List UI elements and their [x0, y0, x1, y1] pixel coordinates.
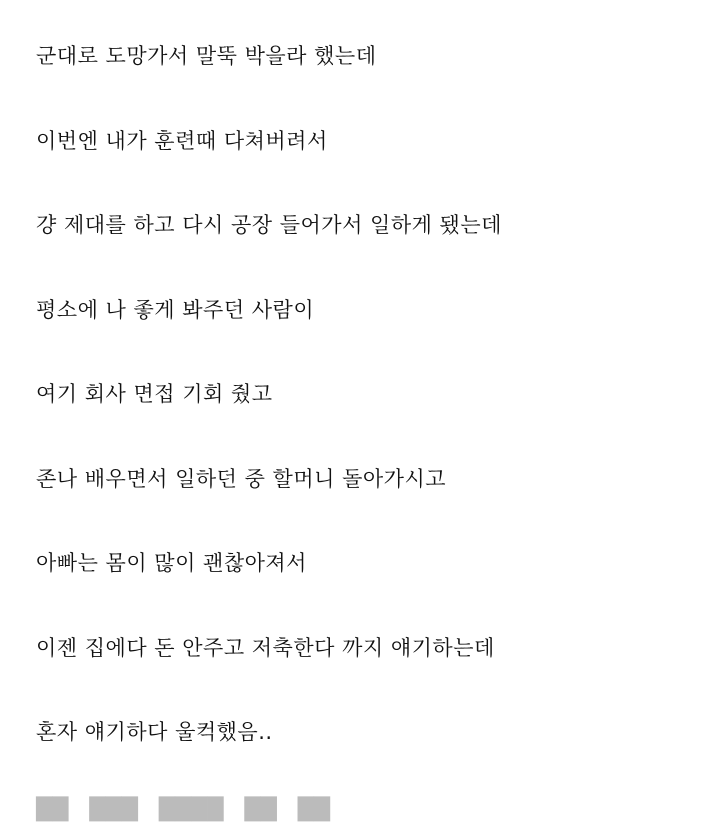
text-line: 혼자 얘기하다 울컥했음..	[36, 720, 273, 744]
text-line: 이번엔 내가 훈련때 다쳐버려서	[36, 129, 328, 153]
text-line: 이젠 집에다 돈 안주고 저축한다 까지 얘기하는데	[36, 636, 495, 660]
text-line: 존나 배우면서 일하던 중 할머니 돌아가시고	[36, 467, 447, 491]
text-line: 걍 제대를 하고 다시 공장 들어가서 일하게 됐는데	[36, 213, 502, 237]
cut-off-text-fragment: ██ ███ ████ ██ ██	[36, 797, 330, 821]
text-line: 평소에 나 좋게 봐주던 사람이	[36, 298, 315, 322]
text-line: 여기 회사 면접 기회 줬고	[36, 382, 273, 406]
text-line: 군대로 도망가서 말뚝 박을라 했는데	[36, 44, 377, 68]
text-line: 아빠는 몸이 많이 괜찮아져서	[36, 551, 307, 575]
cut-off-text-line	[36, 796, 536, 821]
